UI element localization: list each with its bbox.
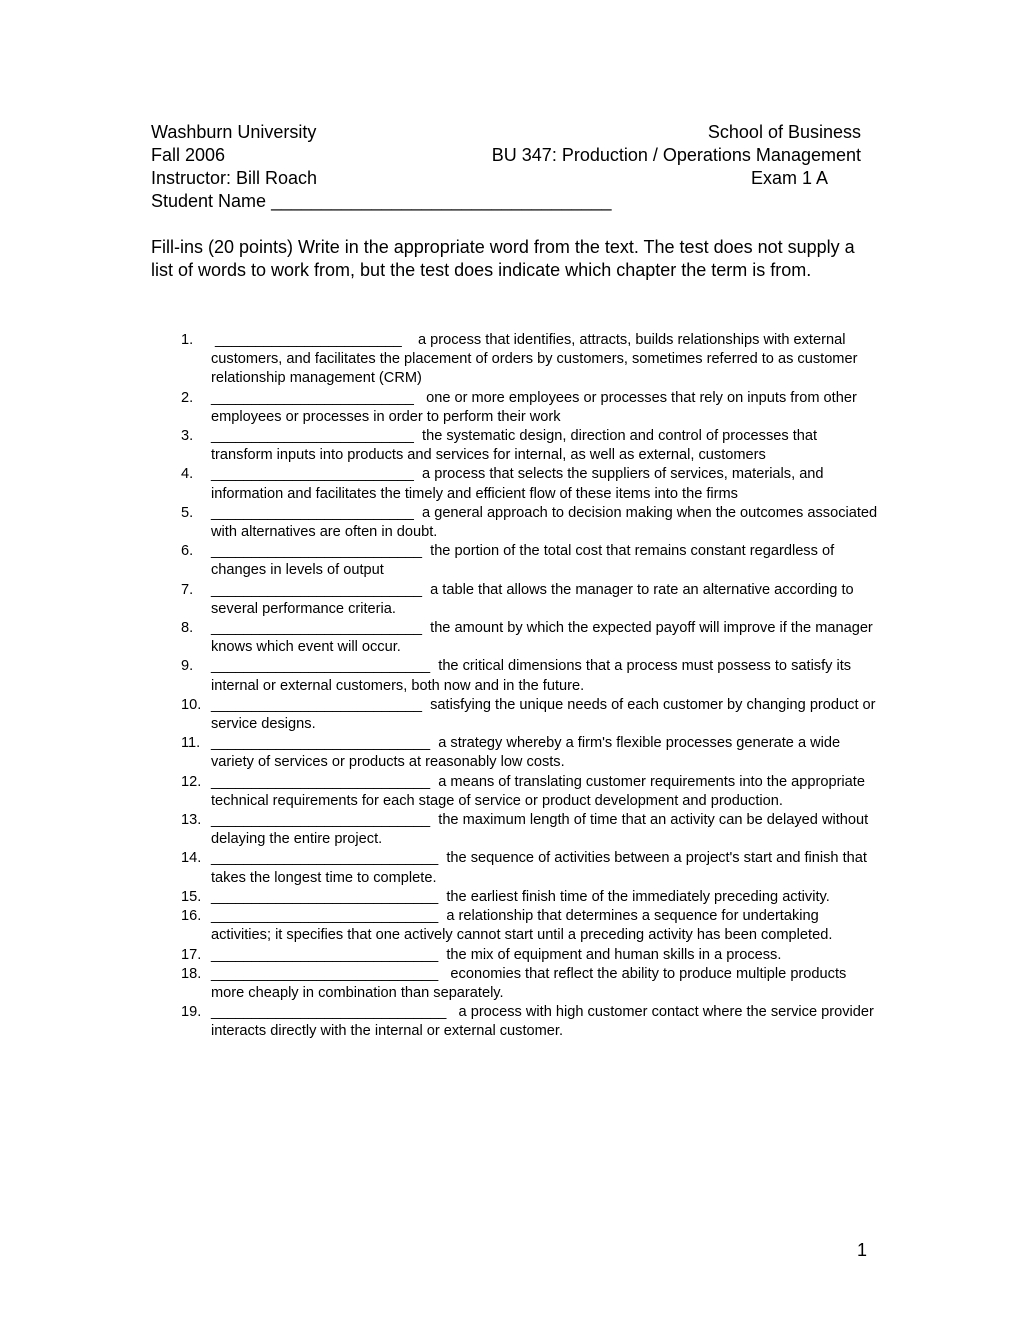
exam-label: Exam 1 A bbox=[751, 168, 829, 188]
question-item bbox=[151, 581, 881, 619]
university-name: Washburn University bbox=[151, 122, 317, 142]
header-row-3 bbox=[151, 167, 861, 190]
instructor: Instructor: Bill Roach bbox=[151, 168, 318, 188]
question-number: 7. bbox=[181, 581, 194, 598]
question-item bbox=[151, 946, 881, 965]
answer-blank[interactable]: ____________________________ bbox=[211, 946, 439, 963]
question-number: 2. bbox=[181, 389, 194, 406]
question-text: a means of translating customer requirements into the appropriate technical requirements for each stage of service or product development and production. bbox=[211, 773, 870, 809]
question-text: a process that selects the suppliers of services, materials, and information and facilitates the timely and efficient flow of these items into the firms bbox=[211, 466, 828, 502]
question-number: 14. bbox=[181, 850, 202, 867]
question-item bbox=[151, 696, 881, 734]
answer-blank[interactable]: __________________________ bbox=[211, 543, 423, 560]
question-item bbox=[151, 465, 881, 503]
question-text: the portion of the total cost that remains constant regardless of changes in levels of output bbox=[211, 543, 839, 579]
question-text: the earliest finish time of the immediately preceding activity. bbox=[438, 888, 830, 905]
question-item bbox=[151, 504, 881, 542]
question-number: 16. bbox=[181, 908, 202, 925]
question-number: 10. bbox=[181, 696, 202, 713]
answer-blank[interactable]: _________________________ bbox=[211, 389, 414, 406]
student-name-blank[interactable]: __________________________________ bbox=[271, 191, 612, 211]
question-text: economies that reflect the ability to produce multiple products more cheaply in combination than separately. bbox=[211, 965, 851, 1001]
question-item bbox=[151, 427, 881, 465]
answer-blank[interactable]: ___________________________ bbox=[211, 658, 431, 675]
answer-blank[interactable]: ___________________________ bbox=[211, 773, 431, 790]
course-title: BU 347: Production / Operations Management bbox=[491, 145, 861, 165]
question-number: 1. bbox=[181, 332, 194, 348]
header-row-2 bbox=[151, 144, 861, 167]
header-row-4 bbox=[151, 190, 861, 213]
answer-blank[interactable]: __________________________ bbox=[211, 620, 423, 637]
answer-blank[interactable]: _________________________ bbox=[211, 504, 414, 521]
question-item bbox=[151, 773, 881, 811]
question-text: the maximum length of time that an activity can be delayed without delaying the entire project. bbox=[211, 812, 873, 848]
answer-blank[interactable]: ____________________________ bbox=[211, 908, 439, 925]
question-number: 12. bbox=[181, 773, 202, 790]
question-item bbox=[151, 619, 881, 657]
question-text: a table that allows the manager to rate an alternative according to several performance criteria. bbox=[211, 581, 858, 617]
student-name-label: Student Name bbox=[151, 191, 267, 211]
answer-blank[interactable]: ___________________________ bbox=[211, 812, 431, 829]
question-text: the sequence of activities between a project's start and finish that takes the longest time to complete. bbox=[211, 850, 872, 886]
question-number: 19. bbox=[181, 1004, 202, 1021]
school-name: School of Business bbox=[707, 122, 861, 142]
header-row-1 bbox=[151, 121, 861, 144]
question-number: 15. bbox=[181, 888, 202, 905]
question-item bbox=[151, 542, 881, 580]
question-text: a strategy whereby a firm's flexible processes generate a wide variety of services or products at reasonably low costs. bbox=[211, 735, 845, 771]
question-number: 17. bbox=[181, 946, 202, 963]
question-item bbox=[151, 849, 881, 887]
question-text: a process that identifies, attracts, builds relationships with external customers, and facilitates the placement of orders by customers, sometimes referred to as customer relationship management (CRM) bbox=[211, 332, 862, 387]
question-number: 5. bbox=[181, 504, 194, 521]
question-item bbox=[151, 734, 881, 772]
question-text: a process with high customer contact where the service provider interacts directly with the internal or external customer. bbox=[211, 1004, 878, 1040]
answer-blank[interactable]: _____________________________ bbox=[211, 1004, 447, 1021]
question-number: 4. bbox=[181, 466, 194, 483]
answer-blank[interactable]: _______________________ bbox=[211, 332, 402, 348]
answer-blank[interactable]: __________________________ bbox=[211, 696, 423, 713]
question-item bbox=[151, 965, 881, 1003]
question-text: the systematic design, direction and control of processes that transform inputs into products and services for internal, as well as external, customers bbox=[211, 428, 822, 464]
question-text: a relationship that determines a sequence for undertaking activities; it specifies that one actively cannot start until a preceding activity has been completed. bbox=[211, 908, 833, 944]
question-number: 13. bbox=[181, 812, 202, 829]
question-item bbox=[151, 1003, 881, 1041]
question-item bbox=[151, 907, 881, 945]
question-item bbox=[151, 389, 881, 427]
instructions: Fill-ins (20 points) Write in the appropriate word from the text. The test does not supply a list of words to work from, but the test does indicate which chapter the term is from. bbox=[151, 237, 855, 281]
answer-blank[interactable]: __________________________ bbox=[211, 581, 423, 598]
question-number: 9. bbox=[181, 658, 194, 675]
question-number: 6. bbox=[181, 543, 194, 560]
answer-blank[interactable]: _________________________ bbox=[211, 466, 414, 483]
question-text: satisfying the unique needs of each customer by changing product or service designs. bbox=[211, 696, 880, 733]
question-text: one or more employees or processes that rely on inputs from other employees or processes in order to perform their work bbox=[211, 389, 861, 425]
term: Fall 2006 bbox=[151, 145, 226, 165]
question-text: the amount by which the expected payoff will improve if the manager knows which event will occur. bbox=[211, 620, 877, 656]
question-number: 3. bbox=[181, 428, 194, 445]
question-text: the mix of equipment and human skills in a process. bbox=[438, 946, 782, 963]
answer-blank[interactable]: _________________________ bbox=[211, 428, 414, 445]
answer-blank[interactable]: ___________________________ bbox=[211, 735, 431, 752]
question-number: 11. bbox=[181, 735, 201, 752]
question-item bbox=[151, 657, 881, 695]
answer-blank[interactable]: ____________________________ bbox=[211, 965, 439, 982]
student-name-line bbox=[151, 190, 611, 213]
question-list bbox=[151, 331, 881, 1042]
question-item bbox=[151, 811, 881, 849]
question-item bbox=[151, 888, 881, 907]
page-number: 1 bbox=[857, 1240, 868, 1260]
answer-blank[interactable]: ____________________________ bbox=[211, 888, 439, 905]
answer-blank[interactable]: ____________________________ bbox=[211, 850, 439, 867]
question-item bbox=[151, 331, 881, 389]
question-number: 8. bbox=[181, 620, 194, 637]
question-text: a general approach to decision making when the outcomes associated with alternatives are often in doubt. bbox=[211, 504, 882, 541]
question-number: 18. bbox=[181, 965, 202, 982]
question-text: the critical dimensions that a process must possess to satisfy its internal or external customers, both now and in the future. bbox=[211, 658, 856, 694]
